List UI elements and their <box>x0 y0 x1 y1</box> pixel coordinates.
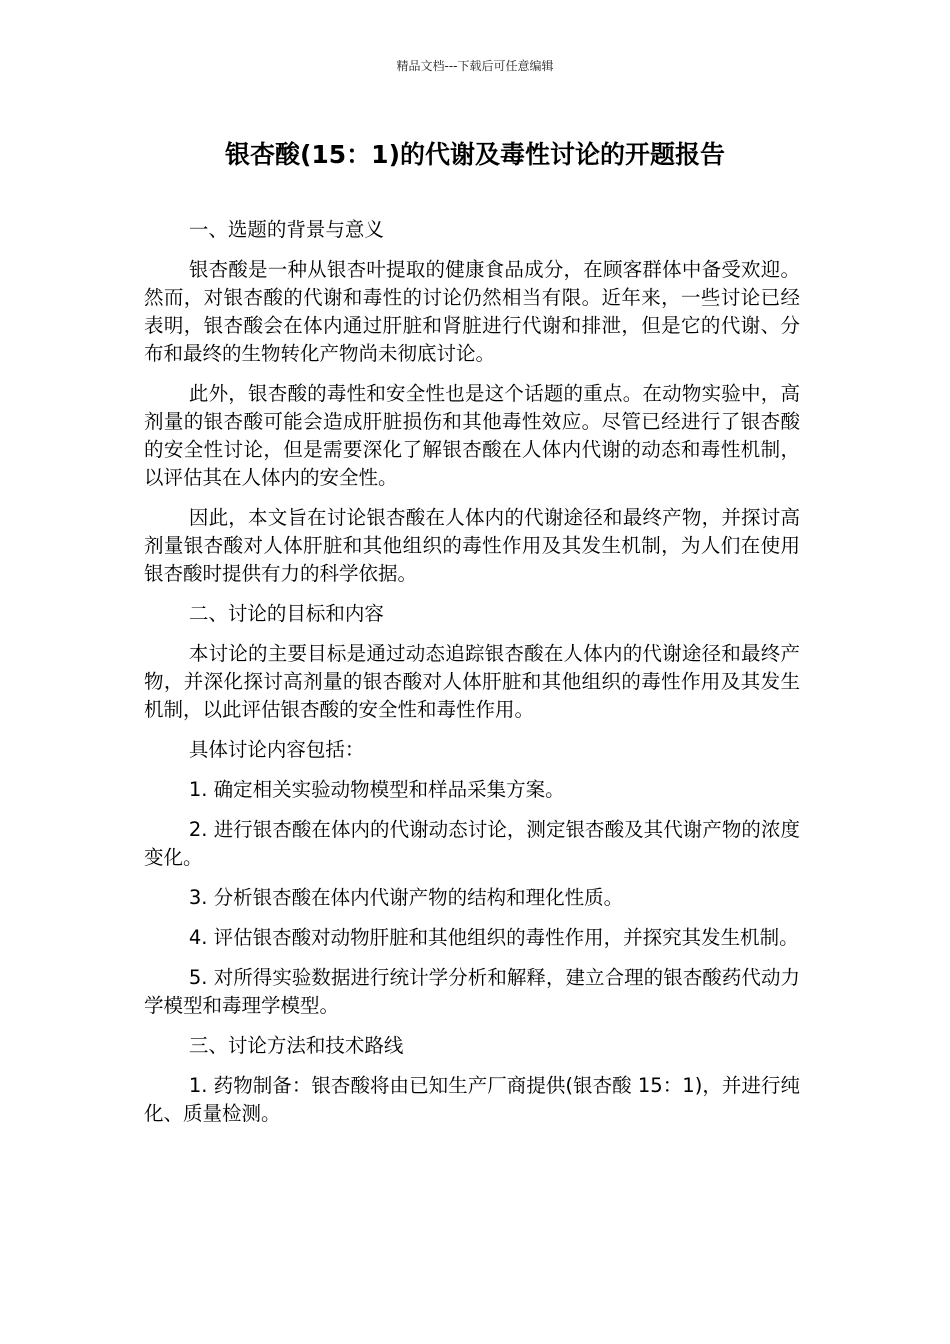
method-item-1: 1. 药物制备：银杏酸将由已知生产厂商提供(银杏酸 15：1)，并进行纯化、质量检测。 <box>144 1074 800 1125</box>
section-heading-methods: 三、讨论方法和技术路线 <box>188 1034 404 1057</box>
paragraph-toxicity: 此外，银杏酸的毒性和安全性也是这个话题的重点。在动物实验中，高剂量的银杏酸可能会造成肝脏损伤和其他毒性效应。尽管已经进行了银杏酸的安全性讨论，但是需要深化了解银杏酸在人体内代谢的动态和毒性机制，以评估其在人体内的安全性。 <box>144 382 800 489</box>
paragraph-goals: 本讨论的主要目标是通过动态追踪银杏酸在人体内的代谢途径和最终产物，并深化探讨高剂量的银杏酸对人体肝脏和其他组织的毒性作用及其发生机制，以此评估银杏酸的安全性和毒性作用。 <box>144 642 800 721</box>
document-title: 银杏酸(15：1)的代谢及毒性讨论的开题报告 <box>224 140 726 169</box>
list-item-5: 5. 对所得实验数据进行统计学分析和解释，建立合理的银杏酸药代动力学模型和毒理学模型。 <box>144 966 800 1017</box>
paragraph-background-intro: 银杏酸是一种从银杏叶提取的健康食品成分，在顾客群体中备受欢迎。然而，对银杏酸的代谢和毒性的讨论仍然相当有限。近年来，一些讨论已经表明，银杏酸会在体内通过肝脏和肾脏进行代谢和排泄，但是它的代谢、分布和最终的生物转化产物尚未彻底讨论。 <box>144 258 800 365</box>
section-heading-goals: 二、讨论的目标和内容 <box>188 602 384 625</box>
section-heading-background: 一、选题的背景与意义 <box>188 218 384 241</box>
list-item-1: 1. 确定相关实验动物模型和样品采集方案。 <box>188 778 565 801</box>
list-item-4: 4. 评估银杏酸对动物肝脏和其他组织的毒性作用，并探究其发生机制。 <box>188 926 799 949</box>
list-item-2: 2. 进行银杏酸在体内的代谢动态讨论，测定银杏酸及其代谢产物的浓度变化。 <box>144 818 800 869</box>
document-body <box>144 216 800 1140</box>
header-note: 精品文档---下载后可任意编辑 <box>396 59 554 73</box>
paragraph-contents-intro: 具体讨论内容包括： <box>188 738 365 761</box>
list-item-3: 3. 分析银杏酸在体内代谢产物的结构和理化性质。 <box>188 886 624 909</box>
paragraph-purpose: 因此，本文旨在讨论银杏酸在人体内的代谢途径和最终产物，并探讨高剂量银杏酸对人体肝脏和其他组织的毒性作用及其发生机制，为人们在使用银杏酸时提供有力的科学依据。 <box>144 506 800 585</box>
